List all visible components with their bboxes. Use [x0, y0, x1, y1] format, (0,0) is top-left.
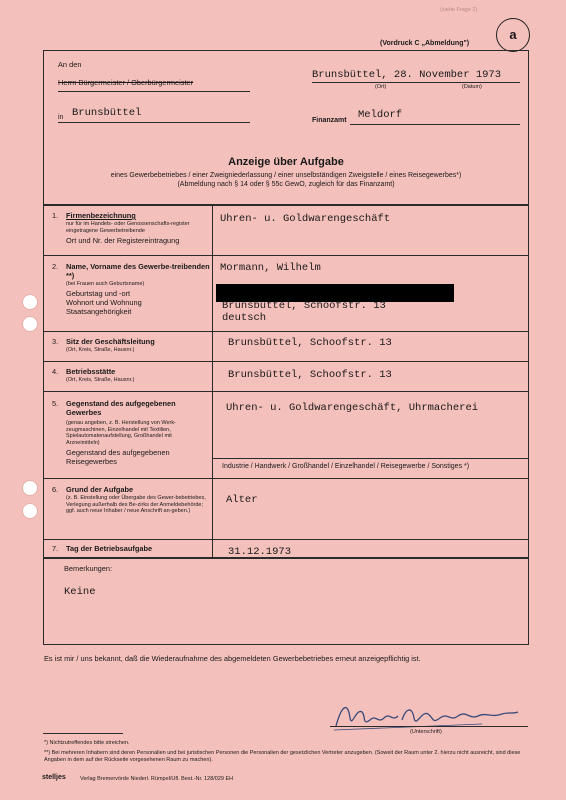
row-5-number: 5.	[52, 399, 59, 408]
address-in-label: in	[58, 114, 64, 121]
row-3-sub: (Ort, Kreis, Straße, Hausnr.)	[66, 347, 135, 353]
address-line	[58, 122, 250, 123]
row-3-title: Sitz der Geschäftsleitung	[66, 337, 155, 346]
row-2-sub: (bei Frauen auch Geburtsname)	[66, 281, 145, 287]
punch-hole	[22, 294, 38, 310]
row-3-value: Brunsbüttel, Schoofstr. 13	[228, 337, 392, 349]
punch-hole	[22, 316, 38, 332]
row-6-value: Alter	[226, 494, 258, 506]
place-label: (Ort)	[375, 84, 387, 90]
row-7-number: 7.	[52, 544, 59, 553]
row-4-sub: (Ort, Kreis, Straße, Hausnr.)	[66, 377, 135, 383]
corner-note: (siehe Frage 2)	[440, 7, 478, 13]
row-6-title: Grund der Aufgabe	[66, 485, 134, 494]
row-divider	[43, 539, 529, 540]
punch-hole	[22, 503, 38, 519]
row-2-extra: Geburtstag und -ort Wohnort und Wohnung Staatsangehörigkeit	[66, 289, 142, 316]
table-top-line	[43, 204, 529, 206]
finanzamt-label: Finanzamt	[312, 117, 347, 124]
signature-label: (Unterschrift)	[410, 729, 442, 735]
row-4-value: Brunsbüttel, Schoofstr. 13	[228, 369, 392, 381]
reactivation-notice: Es ist mir / uns bekannt, daß die Wiederaufnahme des abgemeldeten Gewerbebetriebes erneut anzeigepflichtig ist.	[44, 654, 421, 663]
row-2-address: Brunsbüttel, Schoofstr. 13	[222, 300, 386, 312]
row-2-number: 2.	[52, 262, 59, 271]
punch-hole	[22, 480, 38, 496]
publisher-brand: stelljes	[42, 774, 66, 781]
address-to: An den	[58, 60, 82, 69]
row-1-value: Uhren- u. Goldwarengeschäft	[220, 213, 391, 225]
remarks-value: Keine	[64, 586, 96, 598]
date-label: (Datum)	[462, 84, 482, 90]
signature-line	[330, 726, 528, 727]
row-2-value: Mormann, Wilhelm	[220, 262, 321, 274]
row-5-title: Gegenstand des aufgegebenen Gewerbes	[66, 399, 176, 417]
address-recipient: Herrn Bürgermeister / Oberbürgermeister	[58, 78, 194, 87]
publisher-text: Verlag Bremervörde Niederl. Rümpel/Ufl. Best.-Nr. 128/029 EH	[80, 776, 234, 782]
row-divider	[43, 478, 529, 479]
footnote-1: *) Nichtzutreffendes bitte streichen.	[44, 740, 130, 746]
row-5-sub: (genau angeben, z. B. Herstellung von Werk-zeugmaschinen, Einzelhandel mit Textilien, Spielautomatenaufstellung, Großhandel mit Arzneimitteln)	[66, 420, 176, 446]
row-4-number: 4.	[52, 367, 59, 376]
row-1-title: Firmenbezeichnung	[66, 211, 136, 220]
row-1-extra: Ort und Nr. der Registereintragung	[66, 236, 180, 245]
row-divider	[43, 331, 529, 332]
row-6-number: 6.	[52, 485, 59, 494]
row-2-title: Name, Vorname des Gewerbe-treibenden **)	[66, 262, 210, 280]
row-5-value: Uhren- u. Goldwarengeschäft, Uhrmacherei	[226, 402, 479, 414]
row-7-value: 31.12.1973	[228, 546, 292, 558]
row-4-title: Betriebsstätte	[66, 367, 116, 376]
form-letter: a	[509, 27, 517, 42]
row-2-nationality: deutsch	[222, 312, 267, 324]
row-7-title: Tag der Betriebsaufgabe	[66, 544, 153, 553]
remarks-label: Bemerkungen:	[64, 564, 113, 573]
place-date: Brunsbüttel, 28. November 1973	[312, 69, 502, 81]
row-1-number: 1.	[52, 211, 59, 220]
row-1-sub: nur für im Handels- oder Genossenschafts-register eingetragene Gewerbetreibende	[66, 221, 190, 234]
address-line	[58, 91, 250, 92]
footnote-divider	[43, 733, 123, 734]
address-town: Brunsbüttel	[72, 107, 142, 119]
place-date-line	[312, 82, 520, 83]
finanzamt-line	[350, 124, 520, 125]
table-column-divider	[212, 204, 213, 557]
row-divider	[43, 255, 529, 256]
category-divider	[212, 458, 529, 459]
row-5-extra: Gegenstand des aufgegebenen Reisegewerbes	[66, 448, 170, 466]
row-5-categories: Industrie / Handwerk / Großhandel / Einzelhandel / Reisegewerbe / Sonstiges *)	[222, 463, 470, 470]
row-3-number: 3.	[52, 337, 59, 346]
row-divider	[43, 391, 529, 392]
finanzamt-value: Meldorf	[358, 109, 403, 121]
form-subtitle: eines Gewerbebetriebes / einer Zweigniederlassung / einer unselbständigen Zweigstelle / eines Reisegewerbes*)	[110, 172, 462, 179]
form-legal-basis: (Abmeldung nach § 14 oder § 55c GewO, zugleich für das Finanzamt)	[177, 181, 395, 188]
form-title: Anzeige über Aufgabe	[228, 156, 344, 168]
row-6-sub: (z. B. Einstellung oder Übergabe des Gewer-bebetriebes, Verlegung außerhalb des Be-zirks der Anmeldebehörde; ggf. auch neue Inhaber / neue Anschrift an-geben.)	[66, 495, 206, 514]
row-divider	[43, 361, 529, 362]
footnote-2: **) Bei mehreren Inhabern sind deren Personalien und bei juristischen Personen die Personalien der gesetzlichen Vertreter anzugeben. (Soweit der Raum unter 2. hierzu nicht ausreicht, sind diese Angaben in dem auf der Rückseite vorgesehenen Raum zu machen).	[44, 750, 521, 763]
form-letter-badge	[496, 18, 530, 52]
form-variant: (Vordruck C „Abmeldung")	[380, 40, 470, 47]
